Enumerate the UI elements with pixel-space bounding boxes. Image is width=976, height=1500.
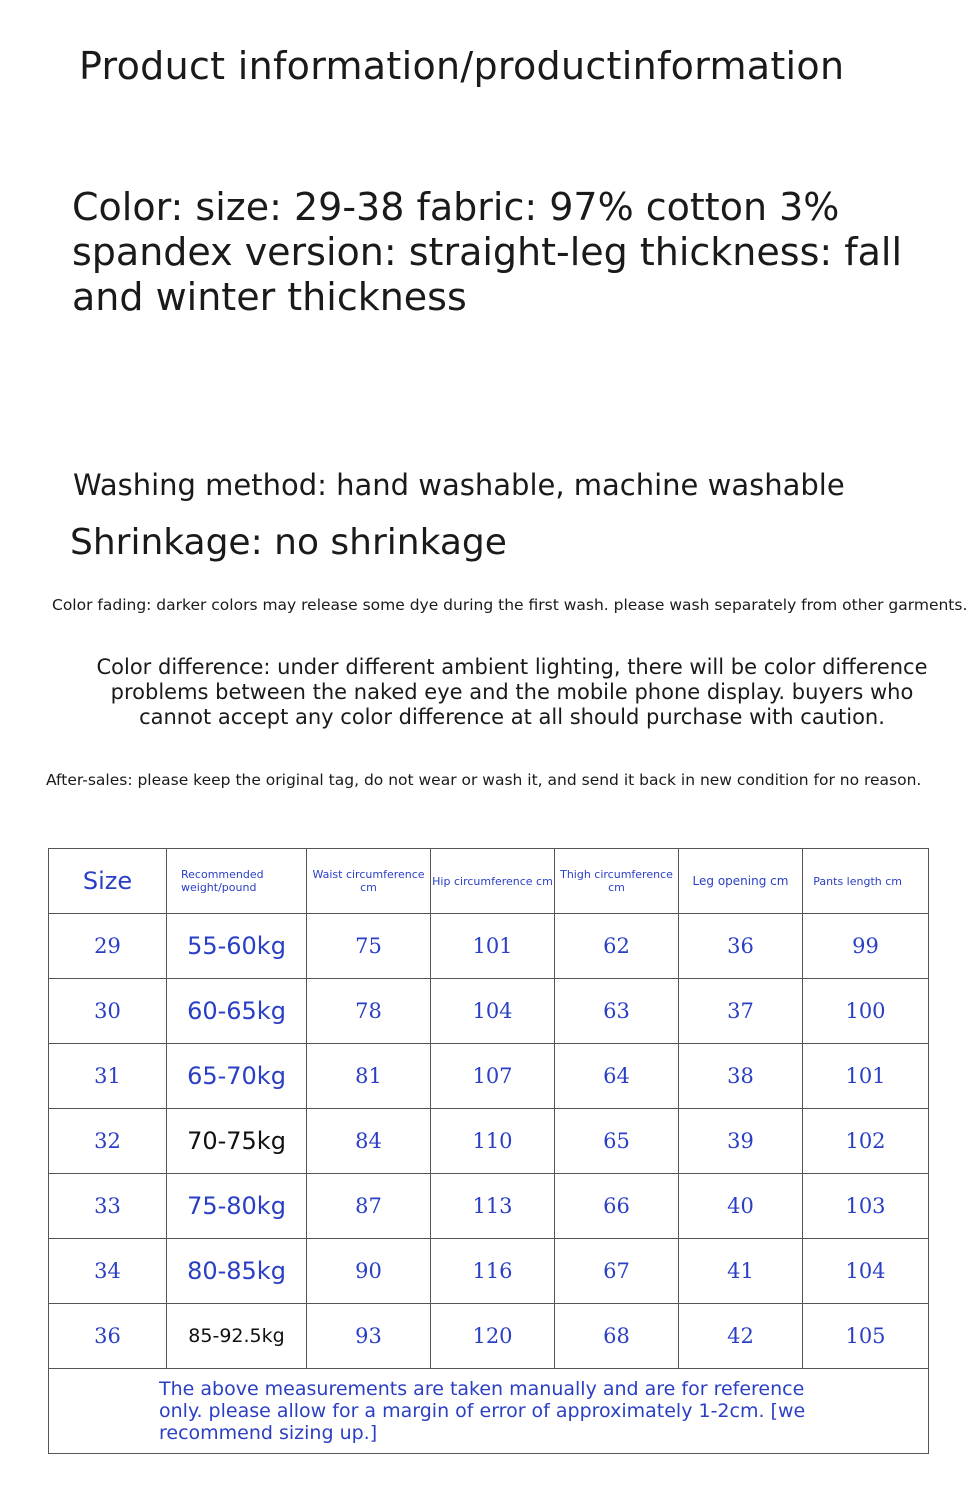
cell-size: 36 (49, 1304, 167, 1369)
cell-leg-opening: 40 (679, 1174, 803, 1239)
cell-waist: 90 (307, 1239, 431, 1304)
header-leg-opening: Leg opening cm (679, 849, 803, 914)
cell-waist: 78 (307, 979, 431, 1044)
table-row (49, 1239, 929, 1304)
cell-thigh: 64 (555, 1044, 679, 1109)
cell-size: 32 (49, 1109, 167, 1174)
cell-pants-length: 100 (803, 979, 929, 1044)
cell-weight: 80-85kg (167, 1239, 307, 1304)
cell-size: 33 (49, 1174, 167, 1239)
table-row (49, 1109, 929, 1174)
header-waist: Waist circumference cm (307, 849, 431, 914)
washing-method: Washing method: hand washable, machine washable (73, 468, 845, 502)
shrinkage-info: Shrinkage: no shrinkage (70, 522, 507, 563)
page-title: Product information/productinformation (79, 44, 845, 88)
product-specs: Color: size: 29-38 fabric: 97% cotton 3% spandex version: straight-leg thickness: fall and winter thickness (72, 185, 903, 319)
header-hip: Hip circumference cm (431, 849, 555, 914)
cell-hip: 116 (431, 1239, 555, 1304)
cell-pants-length: 103 (803, 1174, 929, 1239)
cell-leg-opening: 36 (679, 914, 803, 979)
cell-leg-opening: 42 (679, 1304, 803, 1369)
cell-thigh: 63 (555, 979, 679, 1044)
cell-thigh: 62 (555, 914, 679, 979)
table-footer-row (49, 1369, 929, 1454)
cell-waist: 93 (307, 1304, 431, 1369)
table-header-row (49, 849, 929, 914)
cell-waist: 84 (307, 1109, 431, 1174)
after-sales-note: After-sales: please keep the original tag, do not wear or wash it, and send it back in new condition for no reason. (46, 771, 922, 789)
cell-pants-length: 102 (803, 1109, 929, 1174)
cell-weight: 60-65kg (167, 979, 307, 1044)
color-fading-note: Color fading: darker colors may release some dye during the first wash. please wash separately from other garments. (52, 596, 968, 614)
cell-hip: 120 (431, 1304, 555, 1369)
measurement-note: The above measurements are taken manually and are for reference only. please allow for a margin of error of approximately 1-2cm. [we recommend sizing up.] (49, 1369, 929, 1454)
table-row (49, 914, 929, 979)
table-row (49, 979, 929, 1044)
cell-hip: 101 (431, 914, 555, 979)
color-difference-note: Color difference: under different ambient lighting, there will be color difference problems between the naked eye and the mobile phone display. buyers who cannot accept any color difference at all should purchase with caution. (96, 655, 928, 729)
cell-leg-opening: 41 (679, 1239, 803, 1304)
cell-hip: 104 (431, 979, 555, 1044)
cell-leg-opening: 39 (679, 1109, 803, 1174)
header-size: Size (49, 849, 167, 914)
table-row (49, 1304, 929, 1369)
cell-waist: 87 (307, 1174, 431, 1239)
cell-waist: 75 (307, 914, 431, 979)
cell-weight: 85-92.5kg (167, 1304, 307, 1369)
table-row (49, 1174, 929, 1239)
cell-hip: 110 (431, 1109, 555, 1174)
cell-pants-length: 99 (803, 914, 929, 979)
cell-hip: 107 (431, 1044, 555, 1109)
cell-size: 34 (49, 1239, 167, 1304)
cell-pants-length: 105 (803, 1304, 929, 1369)
cell-size: 30 (49, 979, 167, 1044)
cell-leg-opening: 38 (679, 1044, 803, 1109)
cell-pants-length: 101 (803, 1044, 929, 1109)
table-row (49, 1044, 929, 1109)
cell-weight: 75-80kg (167, 1174, 307, 1239)
cell-leg-opening: 37 (679, 979, 803, 1044)
cell-size: 31 (49, 1044, 167, 1109)
cell-pants-length: 104 (803, 1239, 929, 1304)
cell-weight: 55-60kg (167, 914, 307, 979)
size-chart-table (48, 848, 929, 1454)
cell-thigh: 68 (555, 1304, 679, 1369)
cell-thigh: 65 (555, 1109, 679, 1174)
cell-waist: 81 (307, 1044, 431, 1109)
cell-size: 29 (49, 914, 167, 979)
header-weight: Recommended weight/pound (167, 849, 307, 914)
header-thigh: Thigh circumference cm (555, 849, 679, 914)
cell-thigh: 66 (555, 1174, 679, 1239)
header-pants-length: Pants length cm (803, 849, 929, 914)
cell-hip: 113 (431, 1174, 555, 1239)
cell-thigh: 67 (555, 1239, 679, 1304)
cell-weight: 65-70kg (167, 1044, 307, 1109)
cell-weight: 70-75kg (167, 1109, 307, 1174)
